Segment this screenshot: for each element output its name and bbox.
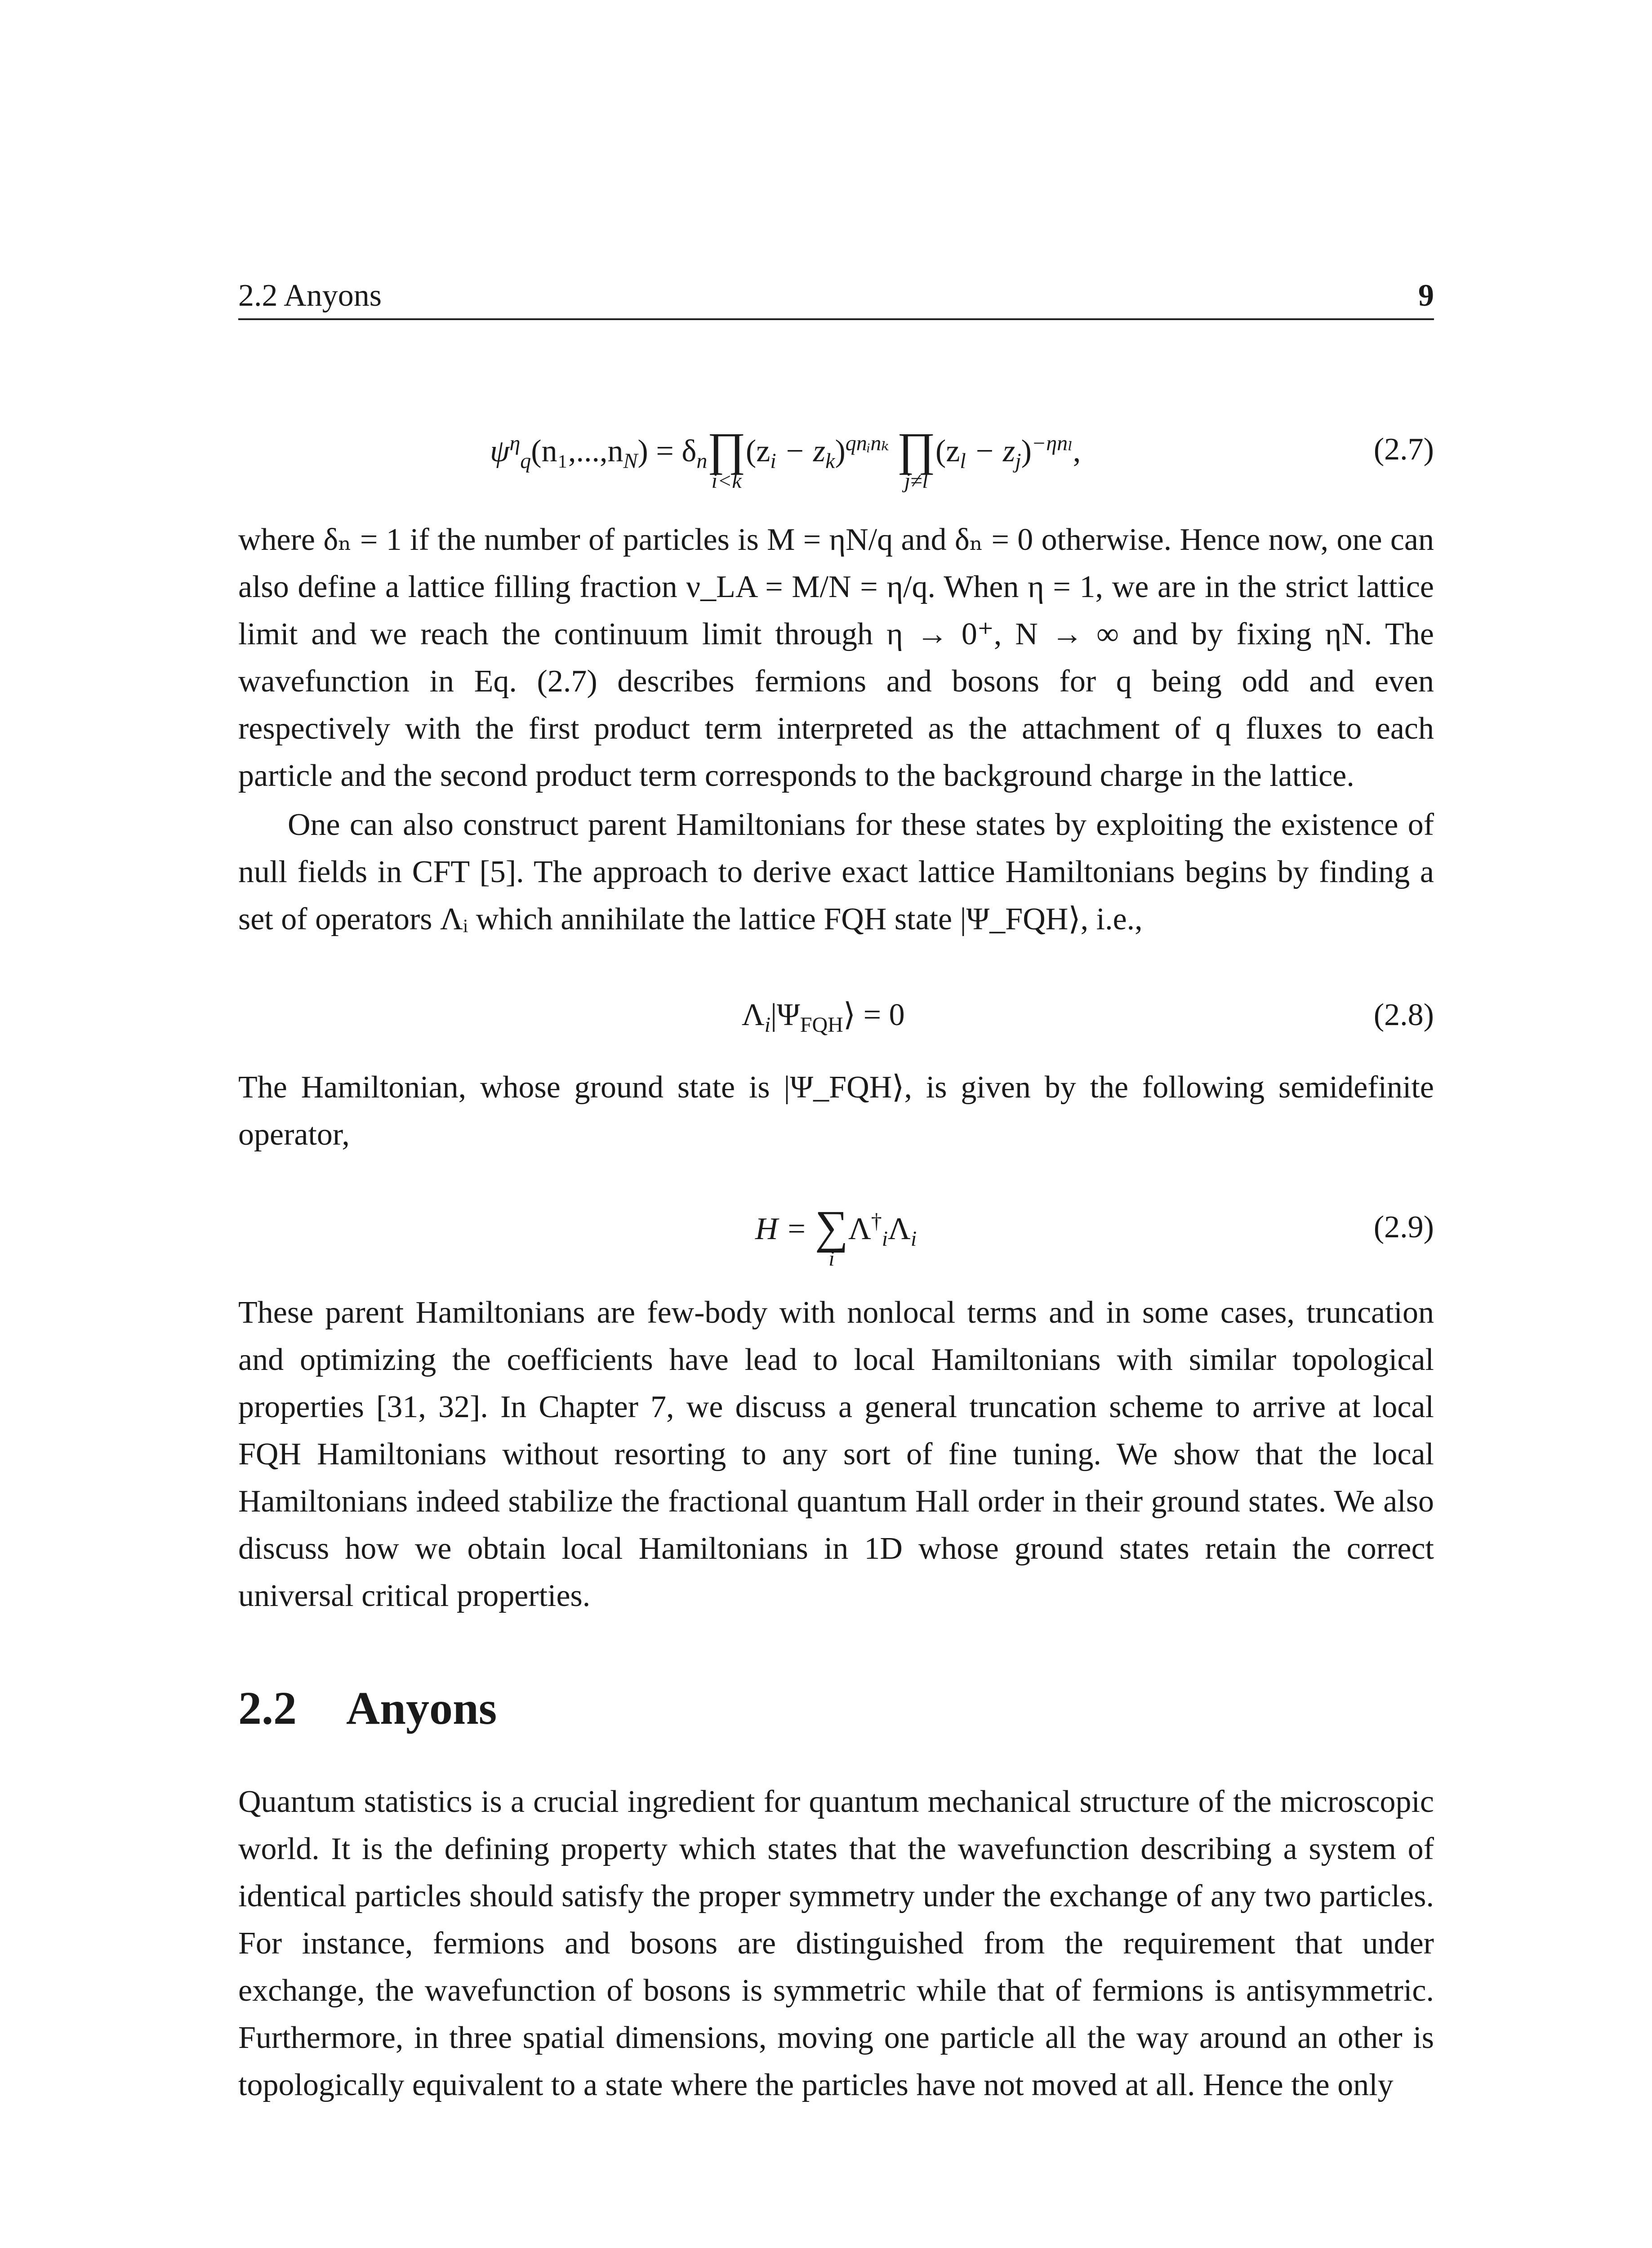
equation-2-9-body: H = ∑ i $\Lambda^\dagger_i\Lambda_i$ [755,1201,917,1271]
equation-2-7-body: $\psi^\eta_q(n_1,...,n_N)$ = $\delta_n\prod$ i<k $(z_i - z_k)^{qnᵢn_k}$ ∏ j≠l $(z_l - z_j)^{-\eta n_l}$, [490,424,1081,493]
equation-number: (2.7) [1373,432,1434,467]
paragraph-filling-fraction: where δₙ = 1 if the number of particles is M = ηN/q and δₙ = 0 otherwise. Hence now, one can also define a lattice filling fraction ν_LA = M/N = η/q. When η = 1, we are in the strict lattice limit and we reach the continuum limit through η → 0⁺, N → ∞ and by fixing ηN. The wavefunction in Eq. (2.7) describes fermions and bosons for q being odd and even respectively with the first product term interpreted as the attachment of q fluxes to each particle and the second product term corresponds to the background charge in the lattice. [238,522,1434,793]
equation-2-7 [238,424,1434,508]
running-head-section: 2.2 Anyons [238,278,382,313]
equation-2-8-body: $\Lambda_i|\Psi_{FQH}⟩ = 0$ [742,998,905,1037]
section-title: Anyons [346,1682,497,1734]
equation-2-8 [238,993,1434,1042]
paragraph-hamiltonian-definition: The Hamiltonian, whose ground state is |Ψ_FQH⟩, is given by the following semidefinite operator, [238,1070,1434,1152]
page-number: 9 [1418,278,1434,313]
section-number: 2.2 [238,1682,297,1734]
equation-number: (2.8) [1373,998,1434,1032]
paragraph-quantum-statistics: Quantum statistics is a crucial ingredient for quantum mechanical structure of the microscopic world. It is the defining property which states that the wavefunction describing a system of identical particles should satisfy the proper symmetry under the exchange of any two particles. For instance, fermions and bosons are distinguished from the requirement that under exchange, the wavefunction of bosons is symmetric while that of fermions is antisymmetric. Furthermore, in three spatial dimensions, moving one particle all the way around an other is topologically equivalent to a state where the particles have not moved at all. Hence the only [238,1784,1434,2102]
equation-number: (2.9) [1373,1210,1434,1244]
equation-2-9 [238,1201,1434,1286]
section-heading [238,1677,497,1740]
paragraph-local-hamiltonians: These parent Hamiltonians are few-body with nonlocal terms and in some cases, truncation and optimizing the coefficients have lead to local Hamiltonians with similar topological properties [31, 32]. In Chapter 7, we discuss a general truncation scheme to arrive at local FQH Hamiltonians without resorting to any sort of fine tuning. We show that the local Hamiltonians indeed stabilize the fractional quantum Hall order in their ground states. We also discuss how we obtain local Hamiltonians in 1D whose ground states retain the correct universal critical properties. [238,1295,1434,1613]
paragraph-parent-hamiltonians: One can also construct parent Hamiltonians for these states by exploiting the existence of null fields in CFT [5]. The approach to derive exact lattice Hamiltonians begins by finding a set of operators Λᵢ which annihilate the lattice FQH state |Ψ_FQH⟩, i.e., [238,807,1434,937]
running-head [238,273,1434,320]
